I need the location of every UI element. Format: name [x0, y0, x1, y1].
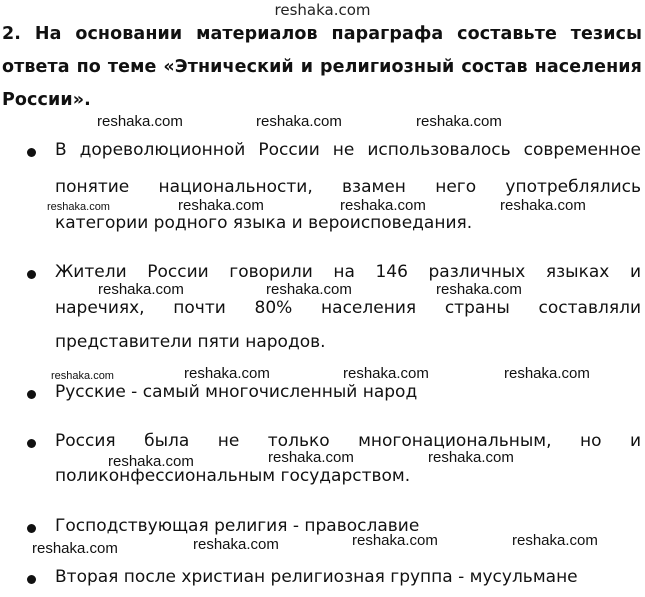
watermark: reshaka.com — [256, 113, 342, 130]
watermark: reshaka.com — [98, 281, 184, 298]
watermark: reshaka.com — [266, 281, 352, 298]
list-item — [27, 262, 641, 362]
list-item — [27, 382, 641, 408]
list-item-line: Русские - самый многочисленный народ — [55, 382, 418, 402]
bullet-icon — [27, 270, 36, 279]
list-item-line: В дореволюционной России не использовалось современное — [55, 140, 641, 160]
watermark: reshaka.com — [428, 449, 514, 466]
watermark: reshaka.com — [352, 532, 438, 549]
list-item-line: Вторая после христиан религиозная группа - мусульмане — [55, 567, 578, 587]
list-item-line: наречиях, почти 80% населения страны составляли — [55, 298, 641, 318]
bullet-icon — [27, 439, 36, 448]
watermark: reshaka.com — [193, 536, 279, 553]
list-item — [27, 567, 641, 593]
watermark: reshaka.com — [184, 365, 270, 382]
watermark: reshaka.com — [500, 197, 586, 214]
watermark: reshaka.com — [32, 540, 118, 557]
bullet-icon — [27, 524, 36, 533]
watermark: reshaka.com — [268, 449, 354, 466]
list-item-line: Жители России говорили на 146 различных языках и — [55, 262, 641, 282]
watermark: reshaka.com — [436, 281, 522, 298]
watermark: reshaka.com — [47, 201, 110, 213]
watermark: reshaka.com — [416, 113, 502, 130]
watermark: reshaka.com — [504, 365, 590, 382]
list-item — [27, 140, 641, 240]
watermark: reshaka.com — [108, 453, 194, 470]
bullet-icon — [27, 575, 36, 584]
bullet-icon — [27, 390, 36, 399]
watermark: reshaka.com — [343, 365, 429, 382]
watermark: reshaka.com — [178, 197, 264, 214]
list-item-line: категории родного языка и вероисповедания. — [55, 213, 473, 233]
list-item-line: Господствующая религия - православие — [55, 516, 420, 536]
list-item-line: представители пяти народов. — [55, 332, 326, 352]
list-item-line: понятие национальности, взамен него употреблялись — [55, 177, 641, 197]
bullet-icon — [27, 148, 36, 157]
watermark: reshaka.com — [340, 197, 426, 214]
list-item-line: Россия была не только многонациональным, но и — [55, 431, 641, 451]
task-heading: 2. На основании материалов параграфа составьте тезисы ответа по теме «Этнический и религиозный состав населения России». — [2, 24, 642, 110]
list-item-line: поликонфессиональным государством. — [55, 466, 411, 486]
top-watermark: reshaka.com — [274, 1, 371, 19]
watermark: reshaka.com — [51, 370, 114, 382]
watermark: reshaka.com — [97, 113, 183, 130]
watermark: reshaka.com — [512, 532, 598, 549]
